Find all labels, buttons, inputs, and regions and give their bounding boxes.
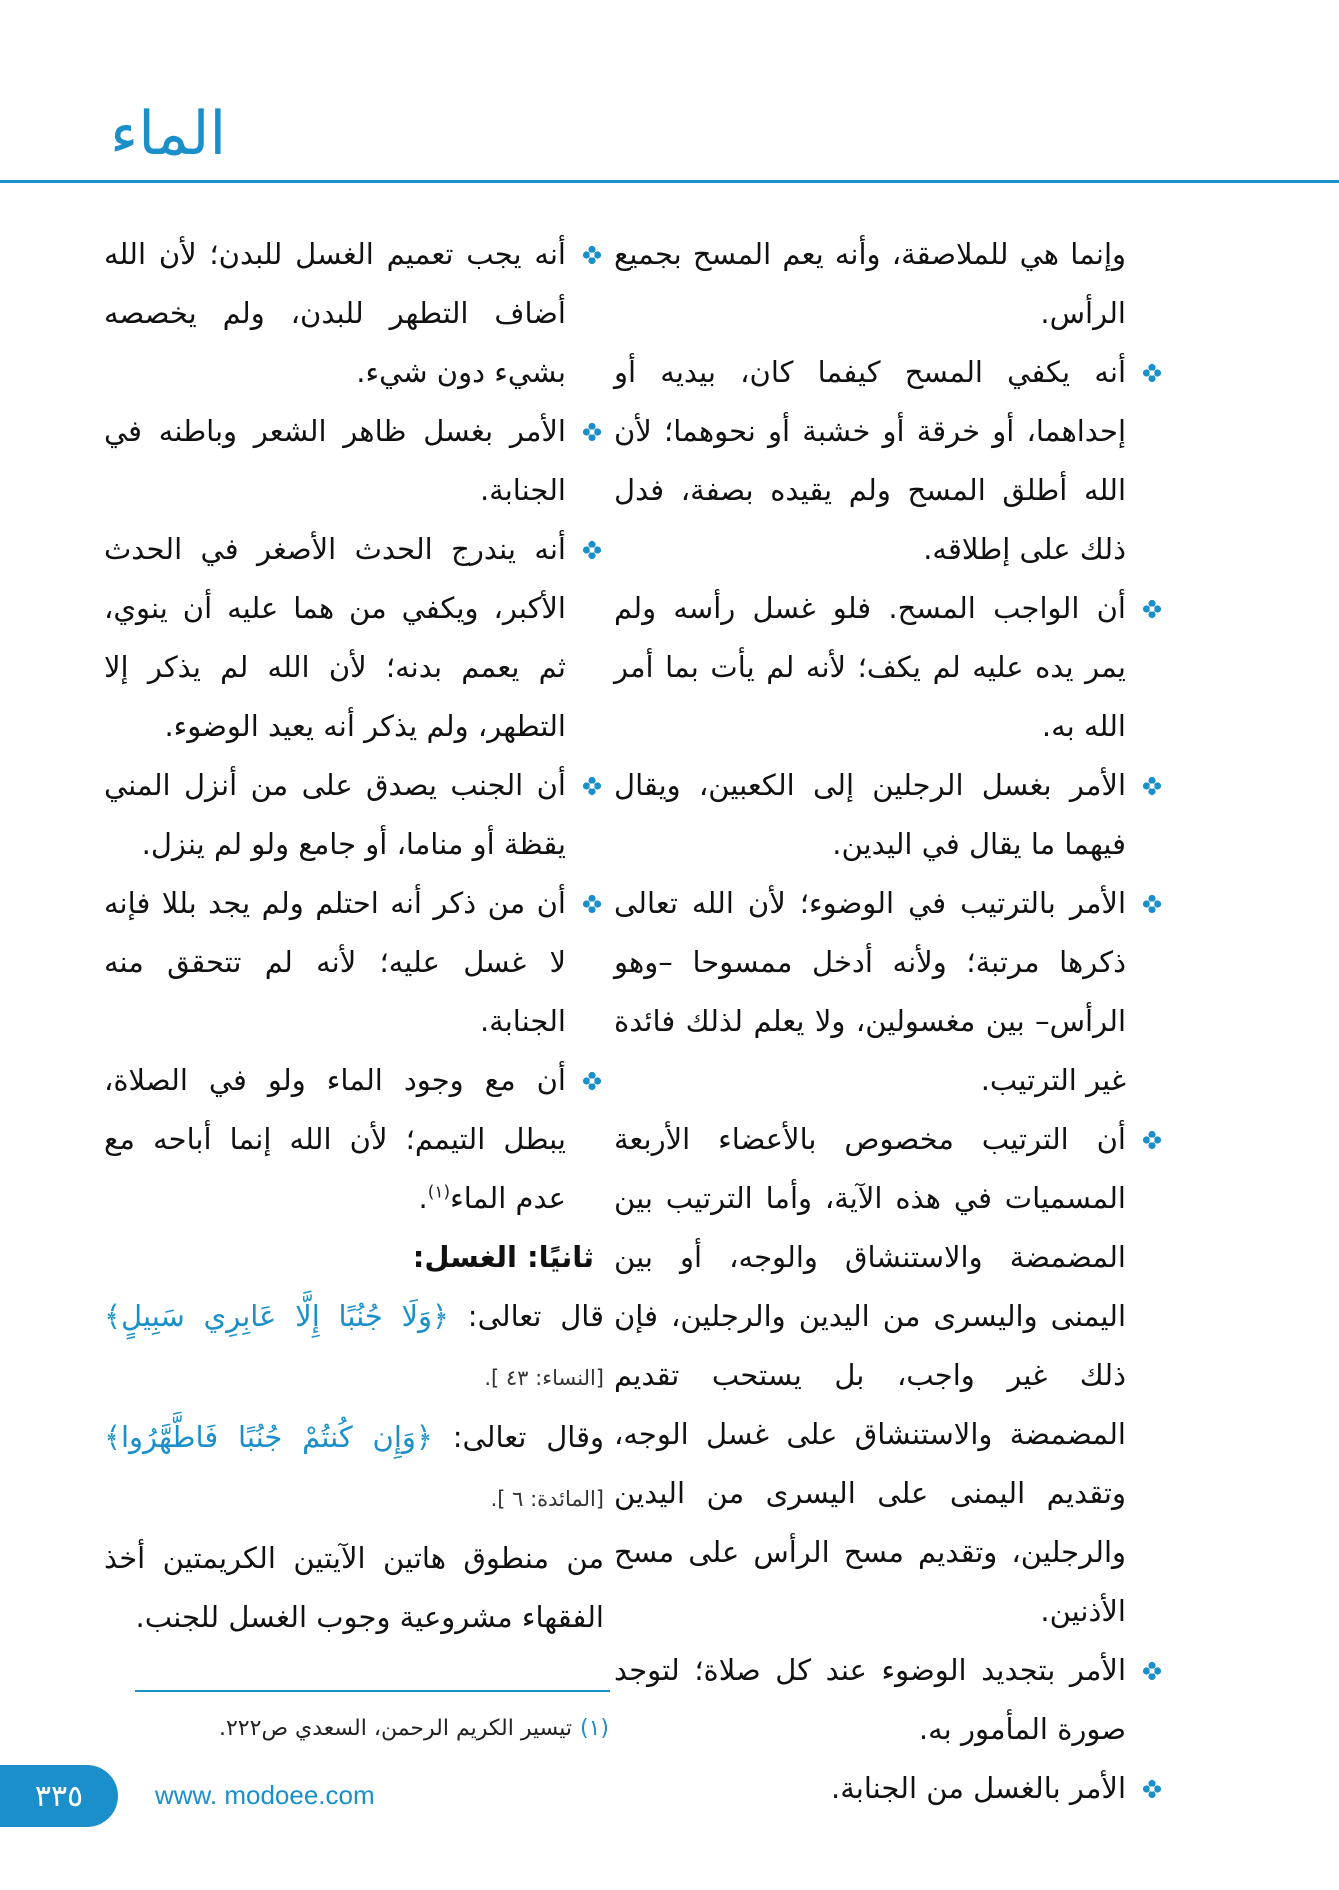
list-item — [614, 1110, 1164, 1641]
page-title: الماء — [110, 99, 227, 169]
list-item — [104, 1051, 604, 1228]
list-item-text: أن الواجب المسح. فلو غسل رأسه ولم يمر يده عليه لم يكف؛ لأنه لم يأت بما أمر الله به. — [614, 591, 1126, 743]
site-url-link[interactable]: www. modoee.com — [155, 1780, 375, 1810]
list-item-text: أن الجنب يصدق على من أنزل المني يقظة أو مناما، أو جامع ولو لم ينزل. — [104, 768, 566, 861]
list-item-text: أن الترتيب مخصوص بالأعضاء الأربعة المسميات في هذه الآية، وأما الترتيب بين المضمضة والاستنشاق والوجه، أو بين اليمنى واليسرى من اليدين والرجلين، فإن ذلك غير واجب، بل يستحب تقديم المضمضة والاستنشاق على غسل الوجه، وتقديم اليمنى على اليسرى من اليدين والرجلين، وتقديم مسح الرأس على مسح الأذنين. — [614, 1122, 1126, 1628]
list-item-text: الأمر بالترتيب في الوضوء؛ لأن الله تعالى ذكرها مرتبة؛ ولأنه أدخل ممسوحا –وهو الرأس– بين مغسولين، ولا يعلم لذلك فائدة غير الترتيب. — [614, 886, 1126, 1097]
footnote-text: تيسير الكريم الرحمن، السعدي ص٢٢٢. — [218, 1716, 572, 1741]
list-item-text: أنه يندرج الحدث الأصغر في الحدث الأكبر، ويكفي من هما عليه أن ينوي، ثم يعمم بدنه؛ لأن الله لم يذكر إلا التطهر، ولم يذكر أنه يعيد الوضوء. — [104, 532, 566, 743]
list-item — [104, 225, 604, 402]
list-item — [104, 520, 604, 756]
flower-bullet-icon — [1142, 1661, 1162, 1681]
flower-bullet-icon — [582, 1071, 602, 1091]
list-item — [614, 874, 1164, 1110]
closing-paragraph: من منطوق هاتين الآيتين الكريمتين أخذ الفقهاء مشروعية وجوب الغسل للجنب. — [104, 1541, 604, 1634]
list-item-text: الأمر بغسل ظاهر الشعر وباطنه في الجنابة. — [104, 414, 566, 507]
list-item-end: . — [418, 1181, 428, 1215]
list-item-text: الأمر بتجديد الوضوء عند كل صلاة؛ لتوجد صورة المأمور به. — [614, 1653, 1126, 1746]
list-item-text: أنه يكفي المسح كيفما كان، بيديه أو إحداهما، أو خرقة أو خشبة أو نحوهما؛ لأن الله أطلق المسح ولم يقيده بصفة، فدل ذلك على إطلاقه. — [614, 355, 1126, 566]
footnote-rule — [135, 1690, 610, 1692]
list-item-text: أنه يجب تعميم الغسل للبدن؛ لأن الله أضاف التطهر للبدن، ولم يخصصه بشيء دون شيء. — [104, 237, 566, 389]
verse-quote-1 — [104, 1287, 604, 1408]
list-item-text: الأمر بغسل الرجلين إلى الكعبين، ويقال فيهما ما يقال في اليدين. — [614, 768, 1126, 861]
list-item — [614, 343, 1164, 579]
list-item — [614, 1759, 1164, 1818]
flower-bullet-icon — [1142, 599, 1162, 619]
verse-text: ﴿وَإِن كُنتُمْ جُنُبًا فَاطَّهَّرُوا﴾ — [104, 1420, 433, 1454]
verse-lead: قال تعالى: — [449, 1299, 605, 1333]
verse-lead: وقال تعالى: — [432, 1420, 604, 1454]
right-column-intro: وإنما هي للملاصقة، وأنه يعم المسح بجميع الرأس. — [614, 237, 1126, 330]
verse-reference: [النساء: ٤٣ ]. — [484, 1366, 604, 1390]
flower-bullet-icon — [582, 422, 602, 442]
verse-text: ﴿وَلَا جُنُبًا إِلَّا عَابِرِي سَبِيلٍ﴾ — [104, 1299, 450, 1333]
flower-bullet-icon — [1142, 1779, 1162, 1799]
flower-bullet-icon — [1142, 1130, 1162, 1150]
header-rule — [0, 180, 1339, 183]
list-item — [614, 579, 1164, 756]
list-item — [104, 756, 604, 874]
flower-bullet-icon — [582, 894, 602, 914]
flower-bullet-icon — [582, 776, 602, 796]
right-column — [614, 225, 1164, 1818]
footnote-ref[interactable]: (١) — [427, 1182, 451, 1203]
footnote-number: (١) — [579, 1716, 609, 1741]
list-item-text: أن مع وجود الماء ولو في الصلاة، يبطل التيمم؛ لأن الله إنما أباحه مع عدم الماء — [104, 1063, 566, 1215]
verse-reference: [المائدة: ٦ ]. — [490, 1487, 604, 1511]
verse-quote-2 — [104, 1408, 604, 1529]
page-number: ٣٣٥ — [0, 1765, 118, 1827]
list-item — [614, 756, 1164, 874]
list-item — [104, 402, 604, 520]
list-item — [104, 874, 604, 1051]
flower-bullet-icon — [582, 540, 602, 560]
left-column — [104, 225, 604, 1647]
section-heading: ثانيًا: الغسل: — [412, 1240, 594, 1274]
footnote — [99, 1712, 609, 1746]
flower-bullet-icon — [582, 245, 602, 265]
flower-bullet-icon — [1142, 894, 1162, 914]
list-item — [614, 1641, 1164, 1759]
list-item-text: الأمر بالغسل من الجنابة. — [831, 1771, 1126, 1805]
flower-bullet-icon — [1142, 363, 1162, 383]
list-item-text: أن من ذكر أنه احتلم ولم يجد بللا فإنه لا غسل عليه؛ لأنه لم تتحقق منه الجنابة. — [104, 886, 566, 1038]
flower-bullet-icon — [1142, 776, 1162, 796]
